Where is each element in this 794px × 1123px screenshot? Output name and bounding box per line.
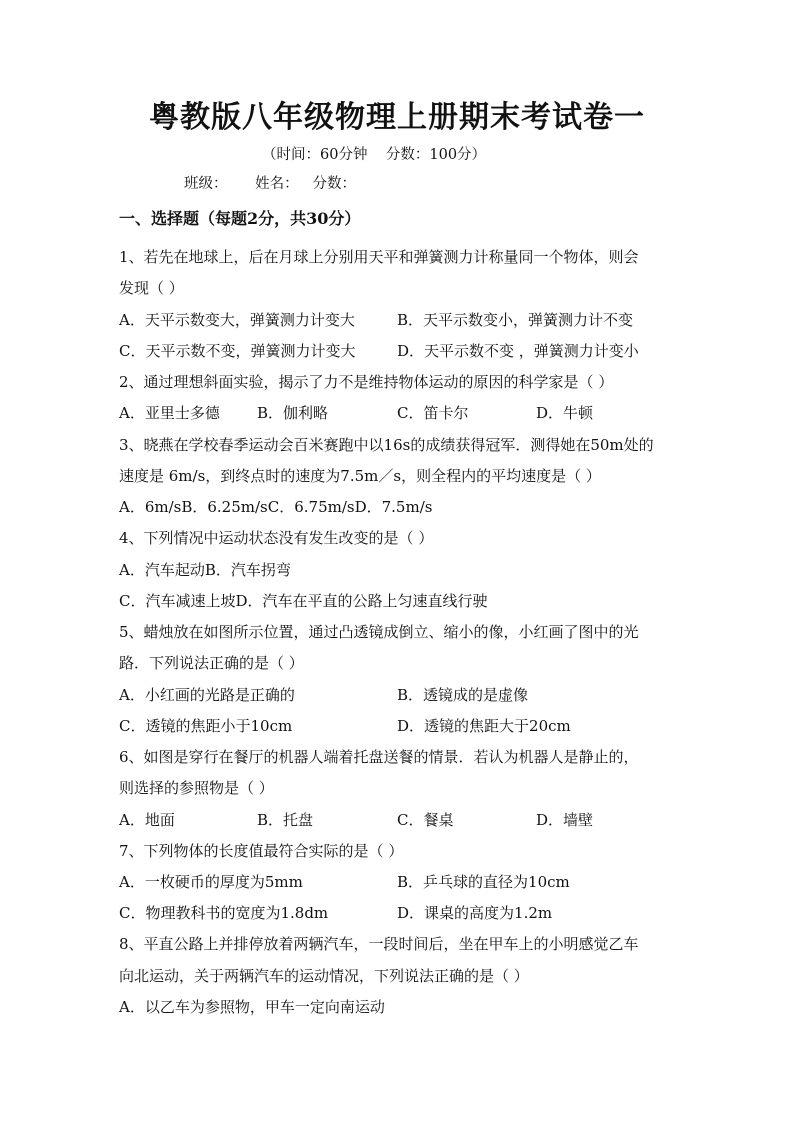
question-8-line-2: 向北运动，关于两辆汽车的运动情况，下列说法正确的是（ ） — [119, 967, 529, 985]
question-5-line-2: 路．下列说法正确的是（ ） — [119, 654, 304, 672]
question-5-option-b: B．透镜成的是虚像 — [397, 686, 529, 704]
question-8-line-1: 8、平直公路上并排停放着两辆汽车，一段时间后，坐在甲车上的小明感觉乙车 — [119, 935, 639, 953]
question-5-option-c: C．透镜的焦距小于10cm — [119, 717, 293, 735]
question-5-option-a: A．小红画的光路是正确的 — [119, 686, 295, 704]
question-4-line-1: 4、下列情况中运动状态没有发生改变的是（ ） — [119, 529, 434, 547]
question-6-option-a: A．地面 — [119, 811, 175, 829]
question-4-options-cd: C．汽车减速上坡D．汽车在平直的公路上匀速直线行驶 — [119, 592, 488, 610]
question-1-option-d: D．天平示数不变 ，弹簧测力计变小 — [397, 342, 639, 360]
question-3-options: A．6m/sB．6.25m/sC．6.75m/sD．7.5m/s — [119, 498, 433, 516]
question-7-option-d: D．课桌的高度为1.2m — [397, 904, 553, 922]
question-3-line-1: 3、晓燕在学校春季运动会百米赛跑中以16s的成绩获得冠军．测得她在50m处的 — [119, 436, 654, 454]
question-2-option-c: C．笛卡尔 — [397, 404, 469, 422]
question-4-options-ab: A．汽车起动B．汽车拐弯 — [119, 561, 291, 579]
exam-time-score: （时间：60分钟 分数：100分） — [262, 147, 487, 163]
question-7-option-b: B．乒乓球的直径为10cm — [397, 873, 570, 891]
question-6-option-d: D．墙壁 — [536, 811, 594, 829]
question-6-option-c: C．餐桌 — [397, 811, 454, 829]
question-7-line-1: 7、下列物体的长度值最符合实际的是（ ） — [119, 842, 404, 860]
question-7-option-c: C．物理教科书的宽度为1.8dm — [119, 904, 329, 922]
question-7-option-a: A．一枚硬币的厚度为5mm — [119, 873, 303, 891]
question-6-line-1: 6、如图是穿行在餐厅的机器人端着托盘送餐的情景．若认为机器人是静止的， — [119, 748, 639, 766]
section-heading: 一、选择题（每题2分，共30分） — [119, 209, 361, 228]
question-6-option-b: B．托盘 — [257, 811, 314, 829]
question-2-option-d: D．牛顿 — [536, 404, 594, 422]
question-2-option-b: B．伽利略 — [257, 404, 329, 422]
question-6-line-2: 则选择的参照物是（ ） — [119, 779, 274, 797]
question-1-option-a: A．天平示数变大，弹簧测力计变大 — [119, 311, 355, 329]
question-5-option-d: D．透镜的焦距大于20cm — [397, 717, 571, 735]
question-2-line-1: 2、通过理想斜面实验，揭示了力不是维持物体运动的原因的科学家是（ ） — [119, 373, 614, 391]
question-1-option-c: C．天平示数不变，弹簧测力计变大 — [119, 342, 356, 360]
question-2-option-a: A．亚里士多德 — [119, 404, 220, 422]
question-3-line-2: 速度是 6m/s，到终点时的速度为7.5m／s，则全程内的平均速度是（ ） — [119, 467, 601, 485]
student-info-line: 班级： 姓名： 分数： — [184, 176, 356, 192]
page-title: 粤教版八年级物理上册期末考试卷一 — [149, 100, 645, 135]
question-1-line-1: 1、若先在地球上，后在月球上分别用天平和弹簧测力计称量同一个物体，则会 — [119, 248, 639, 266]
question-1-line-2: 发现（ ） — [119, 279, 184, 297]
question-5-line-1: 5、蜡烛放在如图所示位置，通过凸透镜成倒立、缩小的像，小红画了图中的光 — [119, 623, 639, 641]
question-8-option-a: A．以乙车为参照物，甲车一定向南运动 — [119, 998, 385, 1016]
question-1-option-b: B．天平示数变小，弹簧测力计不变 — [397, 311, 634, 329]
